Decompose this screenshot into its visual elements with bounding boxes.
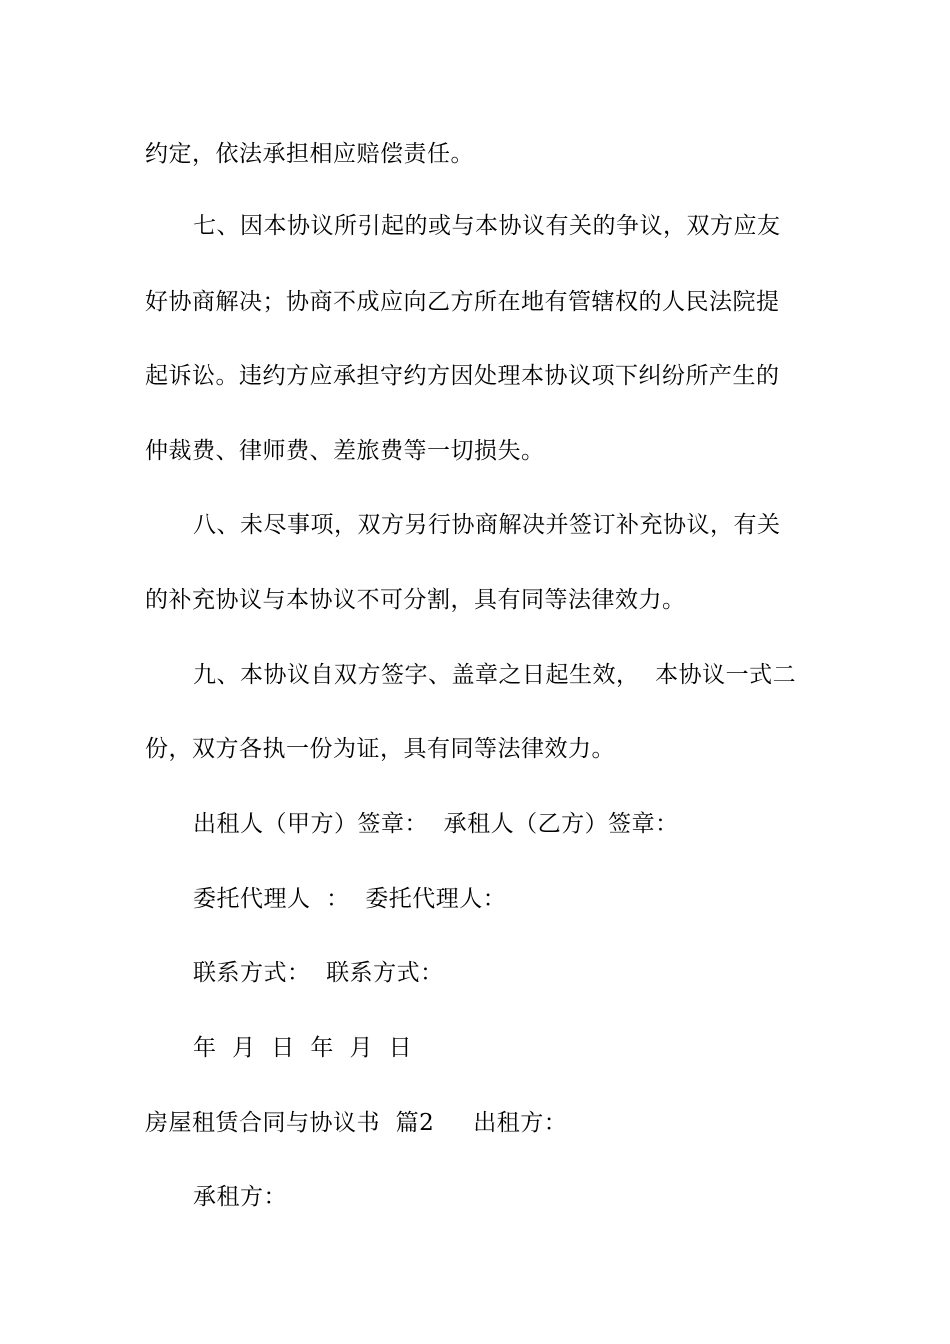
tenant-line: 承租方： (193, 1184, 287, 1210)
clause-eight-line: 八、未尽事项，双方另行协商解决并签订补充协议，有关 (193, 512, 781, 538)
paragraph-line: 好协商解决；协商不成应向乙方所在地有管辖权的人民法院提 (145, 289, 780, 315)
clause-seven-line: 七、因本协议所引起的或与本协议有关的争议，双方应友 (193, 213, 781, 239)
paragraph-line: 仲裁费、律师费、差旅费等一切损失。 (145, 438, 545, 464)
agent-line: 委托代理人 ： 委托代理人： (193, 886, 507, 912)
section-heading-line: 房屋租赁合同与协议书 篇2 出租方： (145, 1110, 568, 1136)
paragraph-line: 份，双方各执一份为证，具有同等法律效力。 (145, 736, 615, 762)
signature-line: 出租人（甲方）签章： 承租人（乙方）签章： (193, 811, 679, 837)
contact-line: 联系方式： 联系方式： (193, 960, 444, 986)
paragraph-line: 约定，依法承担相应赔偿责任。 (145, 141, 474, 167)
date-line: 年 月 日 年 月 日 (193, 1035, 413, 1061)
paragraph-line: 的补充协议与本协议不可分割，具有同等法律效力。 (145, 587, 686, 613)
clause-nine-line: 九、本协议自双方签字、盖章之日起生效， 本协议一式二 (193, 662, 797, 688)
paragraph-line: 起诉讼。违约方应承担守约方因处理本协议项下纠纷所产生的 (145, 363, 780, 389)
